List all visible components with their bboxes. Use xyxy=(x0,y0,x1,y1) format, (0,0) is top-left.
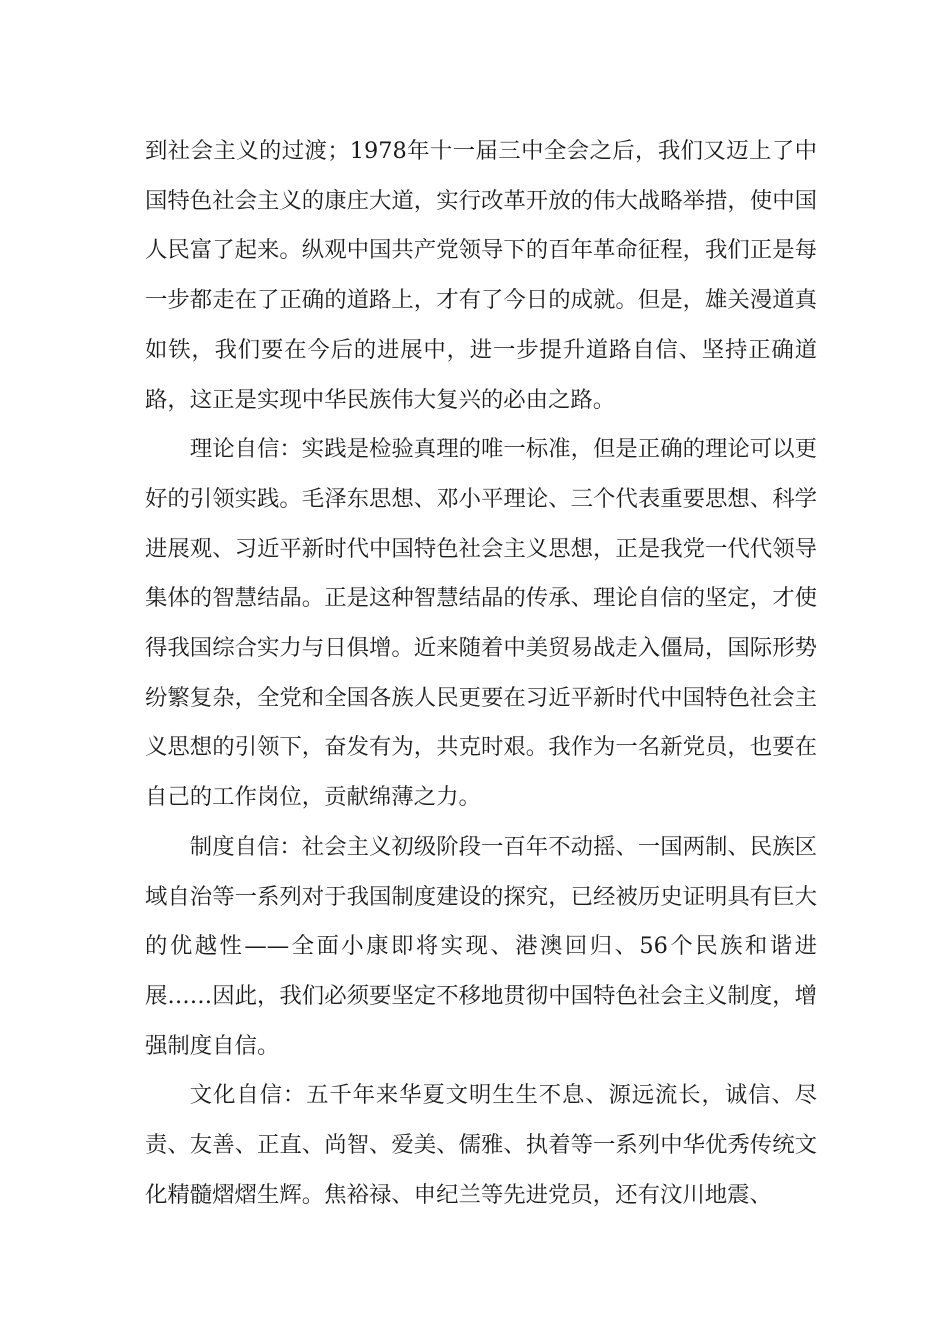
paragraph-theory-confidence: 理论自信：实践是检验真理的唯一标准，但是正确的理论可以更好的引领实践。毛泽东思想、邓小平理论、三个代表重要思想、科学进展观、习近平新时代中国特色社会主义思想，正是我党一代代领导集体的智慧结晶。正是这种智慧结晶的传承、理论自信的坚定，才使得我国综合实力与日俱增。近来随着中美贸易战走入僵局，国际形势纷繁复杂，全党和全国各族人民更要在习近平新时代中国特色社会主义思想的引领下，奋发有为，共克时艰。我作为一名新党员，也要在自己的工作岗位，贡献绵薄之力。 xyxy=(145,436,817,811)
document-body xyxy=(145,127,817,1220)
paragraph-continuation: 到社会主义的过渡；1978年十一届三中全会之后，我们又迈上了中国特色社会主义的康庄大道，实行改革开放的伟大战略举措，使中国人民富了起来。纵观中国共产党领导下的百年革命征程，我们正是每一步都走在了正确的道路上，才有了今日的成就。但是，雄关漫道真如铁，我们要在今后的进展中，进一步提升道路自信、坚持正确道路，这正是实现中华民族伟大复兴的必由之路。 xyxy=(145,138,817,413)
paragraph-culture-confidence: 文化自信：五千年来华夏文明生生不息、源远流长，诚信、尽责、友善、正直、尚智、爱美、儒雅、执着等一系列中华优秀传统文化精髓熠熠生辉。焦裕禄、申纪兰等先进党员，还有汶川地震、 xyxy=(145,1082,817,1208)
paragraph-system-confidence: 制度自信：社会主义初级阶段一百年不动摇、一国两制、民族区域自治等一系列对于我国制度建设的探究，已经被历史证明具有巨大的优越性——全面小康即将实现、港澳回归、56个民族和谐进展……因此，我们必须要坚定不移地贯彻中国特色社会主义制度，增强制度自信。 xyxy=(145,833,817,1059)
